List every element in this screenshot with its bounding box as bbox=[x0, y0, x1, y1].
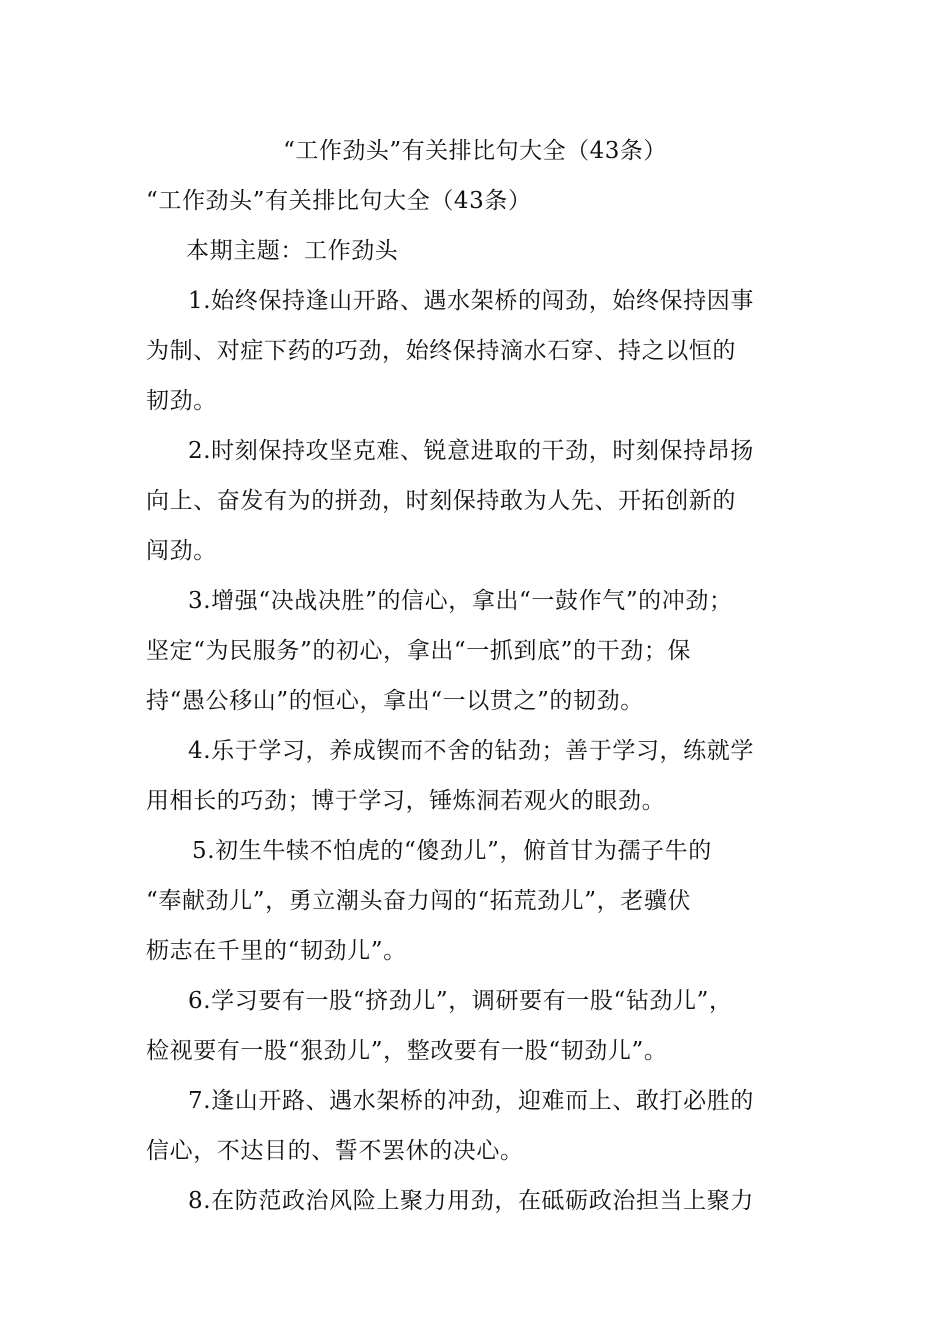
document-subtitle: “工作劲头”有关排比句大全（43条） bbox=[146, 188, 532, 214]
paragraph-line: 4.乐于学习，养成锲而不舍的钻劲；善于学习，练就学 bbox=[188, 738, 754, 764]
paragraph-line: 3.增强“决战决胜”的信心，拿出“一鼓作气”的冲劲； bbox=[188, 588, 733, 614]
paragraph-line: 闯劲。 bbox=[146, 538, 217, 564]
document-title: “工作劲头”有关排比句大全（43条） bbox=[283, 138, 667, 164]
paragraph-line: 2.时刻保持攻坚克难、锐意进取的干劲，时刻保持昂扬 bbox=[188, 438, 754, 464]
paragraph-line: 向上、奋发有为的拼劲，时刻保持敢为人先、开拓创新的 bbox=[146, 488, 736, 514]
paragraph-line: 8.在防范政治风险上聚力用劲，在砥砺政治担当上聚力 bbox=[188, 1188, 754, 1214]
paragraph-line: 枥志在千里的“韧劲儿”。 bbox=[146, 938, 407, 964]
paragraph-line: 韧劲。 bbox=[146, 388, 217, 414]
paragraph-line: 信心，不达目的、誓不罢休的决心。 bbox=[146, 1138, 524, 1164]
paragraph-line: 1.始终保持逢山开路、遇水架桥的闯劲，始终保持因事 bbox=[188, 288, 754, 314]
theme-line: 本期主题：工作劲头 bbox=[186, 238, 399, 264]
paragraph-line: 7.逢山开路、遇水架桥的冲劲，迎难而上、敢打必胜的 bbox=[188, 1088, 754, 1114]
paragraph-line: 用相长的巧劲；博于学习，锤炼洞若观火的眼劲。 bbox=[146, 788, 666, 814]
paragraph-line: 6.学习要有一股“挤劲儿”，调研要有一股“钻劲儿”， bbox=[188, 988, 733, 1014]
paragraph-line: 持“愚公移山”的恒心，拿出“一以贯之”的韧劲。 bbox=[146, 688, 644, 714]
paragraph-line: 坚定“为民服务”的初心，拿出“一抓到底”的干劲；保 bbox=[146, 638, 692, 664]
paragraph-line: 5.初生牛犊不怕虎的“傻劲儿”，俯首甘为孺子牛的 bbox=[192, 838, 712, 864]
paragraph-line: “奉献劲儿”，勇立潮头奋力闯的“拓荒劲儿”，老骥伏 bbox=[146, 888, 692, 914]
paragraph-line: 检视要有一股“狠劲儿”，整改要有一股“韧劲儿”。 bbox=[146, 1038, 668, 1064]
paragraph-line: 为制、对症下药的巧劲，始终保持滴水石穿、持之以恒的 bbox=[146, 338, 736, 364]
